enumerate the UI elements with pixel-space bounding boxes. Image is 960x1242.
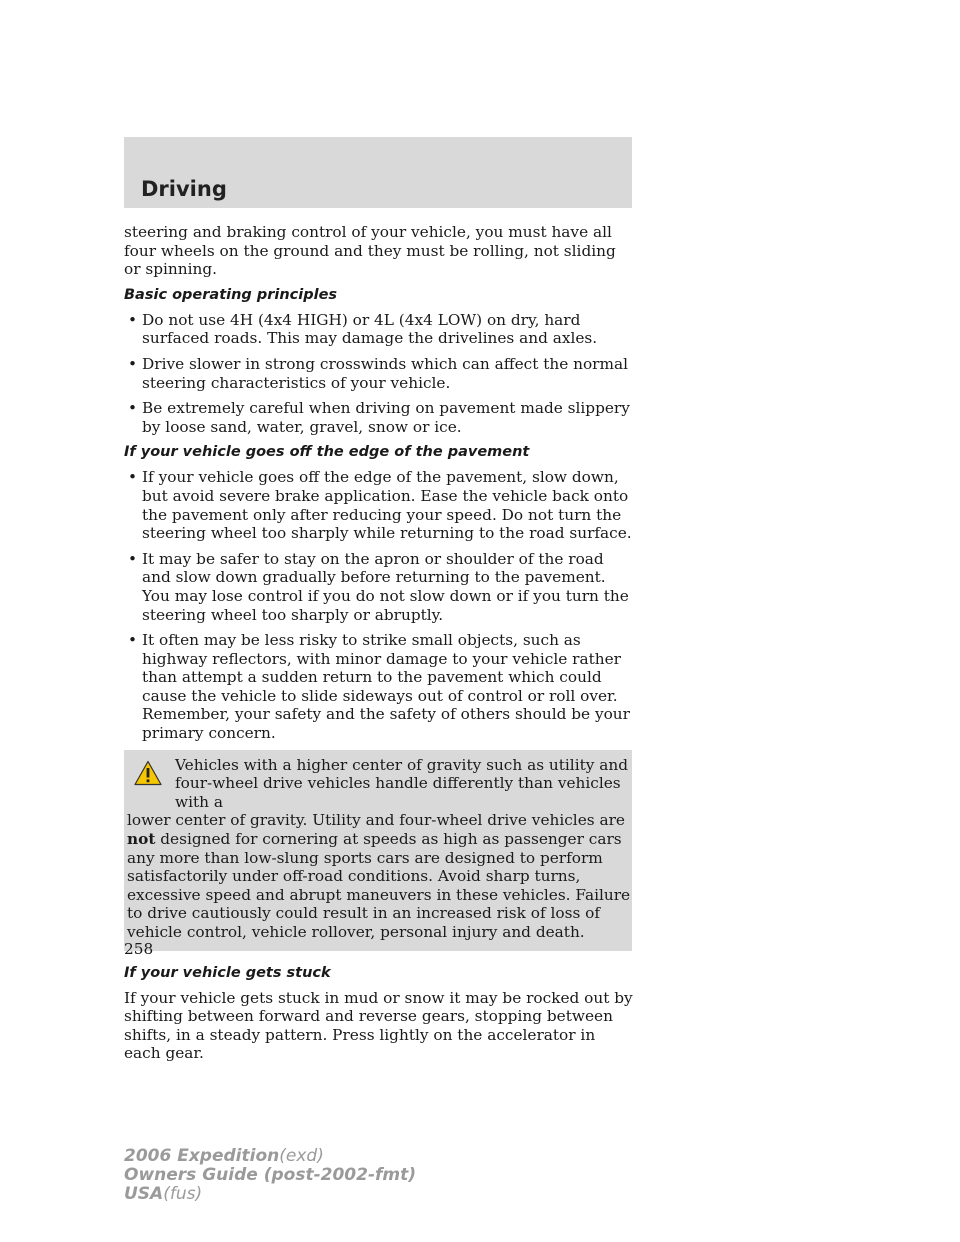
list-item: [124, 355, 636, 392]
bullet-icon: •: [128, 354, 138, 373]
warning-triangle-icon: [134, 760, 162, 786]
bullet-icon: •: [128, 468, 138, 487]
warning-text-before: lower center of gravity. Utility and four-wheel drive vehicles are: [127, 811, 625, 830]
warning-line-2: four-wheel drive vehicles handle differently than vehicles with a: [175, 774, 621, 811]
list-item: [124, 311, 636, 348]
heading-vehicle-stuck: If your vehicle gets stuck: [124, 964, 331, 981]
footer-model: 2006 Expedition: [124, 1146, 280, 1166]
list-item: [124, 550, 636, 624]
off-pavement-list: [124, 468, 636, 742]
footer-market: USA: [124, 1184, 164, 1204]
list-item: [124, 399, 636, 436]
footer-model-code: (exd): [279, 1146, 324, 1166]
heading-off-pavement: If your vehicle goes off the edge of the pavement: [124, 444, 530, 461]
warning-box: [124, 750, 632, 951]
list-item-text: If your vehicle goes off the edge of the pavement, slow down, but avoid severe brake application. Ease the vehicle back onto the pavement only after reducing your speed. Do not turn the steering wheel too sharply while returning to the road surface.: [142, 468, 632, 543]
bullet-icon: •: [128, 399, 138, 418]
footer-line-3: [124, 1185, 416, 1204]
page-content: [124, 223, 636, 1070]
footer-market-code: (fus): [163, 1184, 203, 1204]
list-item: [124, 468, 636, 542]
heading-basic-operating-principles: Basic operating principles: [124, 286, 338, 303]
list-item-text: Drive slower in strong crosswinds which can affect the normal steering characteristics of your vehicle.: [142, 354, 629, 392]
bullet-icon: •: [128, 310, 138, 329]
page-number: 258: [124, 940, 154, 958]
warning-line-1: Vehicles with a higher center of gravity such as utility and: [175, 755, 629, 774]
bullet-icon: •: [128, 549, 138, 568]
basic-principles-list: [124, 311, 636, 437]
list-item: [124, 631, 636, 743]
document-footer: [124, 1147, 416, 1204]
intro-paragraph: steering and braking control of your vehicle, you must have all four wheels on the ground and they must be rolling, not sliding or spinning.: [124, 223, 616, 279]
footer-line-2: [124, 1166, 416, 1185]
list-item-text: It may be safer to stay on the apron or shoulder of the road and slow down gradually before returning to the pavement. You may lose control if you do not slow down or if you turn the steering wheel too sharply or abruptly.: [142, 549, 629, 624]
section-title: Driving: [141, 177, 227, 201]
warning-text-after: designed for cornering at speeds as high as passenger cars any more than low-slung sports cars are designed to perform satisfactorily under off-road conditions. Avoid sharp turns, excessive speed and abrupt maneuvers in these vehicles. Failure to drive cautiously could result in an increased risk of loss of vehicle control, vehicle rollover, personal injury and death.: [127, 830, 631, 941]
footer-line-1: [124, 1147, 416, 1166]
section-header-band: [124, 137, 632, 208]
footer-guide: Owners Guide (post-2002-fmt): [124, 1165, 417, 1185]
stuck-paragraph: If your vehicle gets stuck in mud or snow it may be rocked out by shifting between forward and reverse gears, stopping between shifts, in a steady pattern. Press lightly on the accelerator in each gear.: [124, 988, 633, 1063]
warning-emphasis: not: [127, 830, 156, 849]
list-item-text: Do not use 4H (4x4 HIGH) or 4L (4x4 LOW) on dry, hard surfaced roads. This may damage the drivelines and axles.: [142, 310, 598, 348]
list-item-text: It often may be less risky to strike small objects, such as highway reflectors, with minor damage to your vehicle rather than attempt a sudden return to the pavement which could cause the vehicle to slide sideways out of control or roll over. Remember, your safety and the safety of others should be your primary concern.: [142, 631, 630, 743]
warning-body: [127, 811, 630, 941]
bullet-icon: •: [128, 631, 138, 650]
list-item-text: Be extremely careful when driving on pavement made slippery by loose sand, water, gravel, snow or ice.: [142, 399, 630, 436]
